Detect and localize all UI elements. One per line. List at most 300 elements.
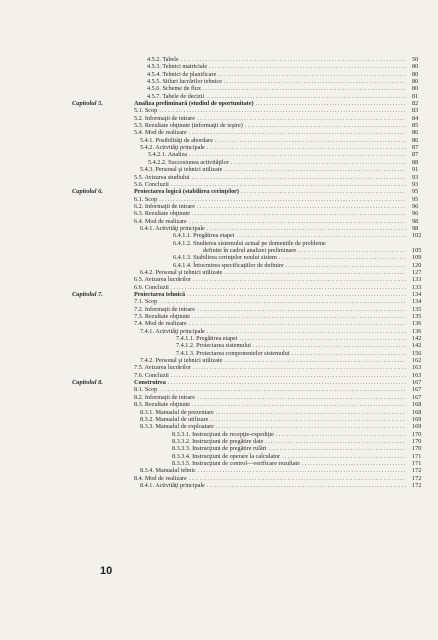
- toc-entry-title: 6.6. Concluzii: [134, 283, 169, 291]
- toc-row: [0, 262, 438, 269]
- toc-entry: [134, 218, 408, 225]
- toc-row: [0, 284, 438, 291]
- toc-entry-title: 5.4.3. Personal şi tehnici utilizate: [140, 166, 223, 174]
- toc-entry: [147, 78, 408, 85]
- toc-entry: [134, 364, 408, 371]
- toc-page-number: 91: [412, 166, 419, 174]
- toc-entry-title: 6.4.1.1. Pregătirea etapei: [173, 232, 235, 240]
- leader-dots: [171, 181, 406, 188]
- toc-row: [0, 196, 438, 203]
- toc-page-number: 171: [412, 452, 422, 460]
- toc-row: [0, 144, 438, 151]
- toc-entry: [140, 423, 408, 430]
- leader-dots: [282, 453, 406, 460]
- toc-entry-title: 4.5.7. Tabele de decizii: [147, 92, 205, 100]
- toc-page-number: 105: [412, 246, 422, 254]
- toc-page-number: 135: [412, 313, 422, 321]
- toc-entry-title: 8.3.1. Manualul de prezentare: [140, 408, 214, 416]
- toc-entry-title: 8.3.2. Manualul de utilizare: [140, 415, 209, 423]
- toc-page-number: 136: [412, 327, 422, 335]
- toc-entry-title: 7.6. Concluzii: [134, 371, 169, 379]
- leader-dots: [198, 467, 406, 474]
- toc-entry: [134, 379, 408, 386]
- toc-entry-title: 4.5.5. Stiluri lucrărilor tehnice: [147, 78, 222, 86]
- leader-dots: [189, 151, 406, 158]
- toc-entry-title: 5.4.1. Posibilităţi de abordare: [140, 136, 213, 144]
- toc-page-number: 172: [412, 467, 422, 475]
- leader-dots: [192, 401, 406, 408]
- toc-page-number: 127: [412, 268, 422, 276]
- toc-page-number: 169: [412, 423, 422, 431]
- toc-page-number: 162: [412, 357, 422, 365]
- toc-entry-title: 4.5.4. Tehnici de planificare: [147, 70, 217, 78]
- toc-row: [0, 328, 438, 335]
- toc-entry: [147, 56, 408, 63]
- toc-page-number: 87: [412, 151, 419, 159]
- leader-dots: [197, 306, 406, 313]
- toc-page-number: 135: [412, 305, 422, 313]
- toc-entry: [147, 63, 408, 70]
- toc-entry-title: 6.4.1. Activităţi principale: [140, 224, 205, 232]
- toc-row: [0, 181, 438, 188]
- toc-entry-title: 5.4. Mod de realizare: [134, 129, 187, 137]
- toc-entry-title: 7.4.1.1. Pregătirea etapei: [176, 335, 238, 343]
- toc-row: [0, 78, 438, 85]
- leader-dots: [192, 174, 406, 181]
- toc-page-number: 93: [412, 173, 419, 181]
- toc-page-number: 50: [412, 56, 419, 63]
- toc-page-number: 136: [412, 320, 422, 328]
- toc-entry-title: 8.3.3. Manualul de exploatare: [140, 423, 214, 431]
- toc-row: [0, 409, 438, 416]
- toc-entry: [134, 100, 408, 107]
- toc-entry-title: 8.3.3.4. Instrucţiuni de operare la calculator: [172, 452, 281, 460]
- toc-entry: [140, 269, 408, 276]
- toc-entry-title: 8.2. Informaţii de intrare: [134, 393, 195, 401]
- toc-entry: [140, 482, 408, 489]
- toc-page-number: 170: [412, 445, 422, 453]
- toc-entry-title: Analiza preliminară (studiul de oportunitate): [134, 100, 254, 108]
- toc-row: [0, 401, 438, 408]
- chapter-label: Capitolul 5.: [72, 100, 103, 108]
- leader-dots: [224, 78, 406, 85]
- leader-dots: [207, 225, 406, 232]
- leader-dots: [171, 372, 406, 379]
- leader-dots: [256, 100, 406, 107]
- leader-dots: [206, 93, 406, 100]
- toc-page-number: 120: [412, 261, 422, 269]
- toc-entry: [172, 445, 408, 452]
- toc-page-number: 170: [412, 430, 422, 438]
- leader-dots: [159, 196, 406, 203]
- leader-dots: [207, 328, 406, 335]
- toc-entry: [148, 159, 408, 166]
- toc-entry-title: 5.2. Informaţii de intrare: [134, 114, 195, 122]
- toc-entry-title: 8.4. Mod de realizare: [134, 474, 187, 482]
- toc-entry: [172, 431, 408, 438]
- toc-entry: [140, 409, 408, 416]
- toc-page-number: 83: [412, 107, 419, 115]
- toc-entry: [140, 357, 408, 364]
- toc-entry-title: 5.4.2.1. Analiza: [148, 151, 188, 159]
- toc-entry: [134, 291, 408, 298]
- toc-entry: [134, 306, 408, 313]
- toc-entry: [134, 298, 408, 305]
- leader-dots: [197, 203, 406, 210]
- toc-entry: [176, 335, 408, 342]
- toc-entry-title: 6.3. Rezultate obţinute: [134, 210, 191, 218]
- toc-entry: [134, 188, 408, 195]
- toc-page-number: 156: [412, 349, 422, 357]
- toc-row: [0, 240, 438, 247]
- leader-dots: [224, 357, 406, 364]
- toc-entry: [140, 416, 408, 423]
- toc-row: [0, 431, 438, 438]
- toc-page-number: 86: [412, 129, 419, 137]
- toc-entry: [134, 210, 408, 217]
- leader-dots: [192, 210, 406, 217]
- leader-dots: [215, 137, 406, 144]
- toc-row: [0, 107, 438, 114]
- toc-entry: [140, 467, 408, 474]
- toc-row: [0, 122, 438, 129]
- toc-page-number: 102: [412, 232, 422, 240]
- leader-dots: [216, 423, 406, 430]
- toc-entry-title: 5.1. Scop: [134, 107, 158, 115]
- toc-entry: [173, 254, 408, 261]
- toc-row: [0, 475, 438, 482]
- toc-row: [0, 394, 438, 401]
- toc-entry-title: 6.4. Mod de realizare: [134, 217, 187, 225]
- toc-entry: [134, 320, 408, 327]
- toc-row: [0, 93, 438, 100]
- leader-dots: [192, 313, 406, 320]
- page-number: 10: [100, 565, 113, 577]
- toc-row: [0, 247, 438, 254]
- toc-row: [0, 350, 438, 357]
- leader-dots: [189, 129, 406, 136]
- leader-dots: [159, 386, 406, 393]
- toc-page-number: 109: [412, 254, 422, 262]
- toc-entry: [176, 350, 408, 357]
- toc-row: [0, 482, 438, 489]
- leader-dots: [207, 144, 406, 151]
- toc-page-number: 87: [412, 144, 419, 152]
- toc-page-number: 86: [412, 136, 419, 144]
- leader-dots: [210, 416, 406, 423]
- toc-page-number: 171: [412, 459, 422, 467]
- toc-row: [0, 151, 438, 158]
- toc-page-number: 163: [412, 364, 422, 372]
- toc-row: [0, 445, 438, 452]
- toc-entry-title: 8.3.3.2. Instrucţiuni de pregătire date: [172, 437, 264, 445]
- toc-entry: [147, 93, 408, 100]
- toc-row: [0, 313, 438, 320]
- leader-dots: [286, 262, 406, 269]
- toc-row: [0, 342, 438, 349]
- leader-dots: [207, 482, 406, 489]
- toc-page-number: 170: [412, 437, 422, 445]
- toc-row: [0, 137, 438, 144]
- toc-page-number: 168: [412, 408, 422, 416]
- leader-dots: [197, 394, 406, 401]
- toc-entry: [134, 372, 408, 379]
- toc-row: [0, 269, 438, 276]
- leader-dots: [269, 445, 406, 452]
- toc-page-number: 93: [412, 180, 419, 188]
- toc-row: [0, 423, 438, 430]
- toc-row: [0, 225, 438, 232]
- leader-dots: [209, 63, 406, 70]
- toc-page-number: 95: [412, 195, 419, 203]
- toc-row: [0, 174, 438, 181]
- toc-entry: [134, 107, 408, 114]
- toc-row: [0, 467, 438, 474]
- toc-entry: [173, 232, 408, 239]
- toc-page-number: 80: [412, 85, 419, 93]
- toc-page-number: 96: [412, 202, 419, 210]
- toc-row: [0, 320, 438, 327]
- leader-dots: [265, 438, 406, 445]
- toc-entry-title: Construirea: [134, 379, 166, 387]
- toc-entry-title: 5.6. Concluzii: [134, 180, 169, 188]
- toc-row: [0, 460, 438, 467]
- toc-entry: [148, 151, 408, 158]
- toc-entry-title: 7.4.1.3. Proiectarea componentelor sistemului: [176, 349, 290, 357]
- leader-dots: [302, 460, 406, 467]
- toc-row: [0, 218, 438, 225]
- toc-page-number: 172: [412, 481, 422, 489]
- chapter-label: Capitolul 6.: [72, 188, 103, 196]
- toc-row: [0, 166, 438, 173]
- chapter-label: Capitolul 7.: [72, 291, 103, 298]
- leader-dots: [168, 379, 406, 386]
- toc-entry-title: Proiectarea logică (stabilirea cerinţelor): [134, 188, 239, 196]
- toc-page-number: 96: [412, 210, 419, 218]
- leader-dots: [245, 122, 406, 129]
- toc-entry: [134, 386, 408, 393]
- toc-row: [0, 71, 438, 78]
- toc-entry-title: 8.3.3.5. Instrucţiuni de control—verificare rezultate: [172, 459, 300, 467]
- toc-page-number: 85: [412, 122, 419, 130]
- toc-entry-title: 4.5.3. Tehnici matriciale: [147, 63, 208, 71]
- toc-page-number: 172: [412, 474, 422, 482]
- toc-entry: [172, 453, 408, 460]
- toc-entry: [134, 475, 408, 482]
- toc-page-number: 167: [412, 393, 422, 401]
- toc-page-number: 82: [412, 100, 419, 108]
- toc-row: [0, 203, 438, 210]
- toc-row: [0, 254, 438, 261]
- leader-dots: [224, 269, 406, 276]
- toc-entry: [134, 115, 408, 122]
- leader-dots: [237, 232, 406, 239]
- toc-entry: [134, 122, 408, 129]
- toc-entry: [134, 313, 408, 320]
- leader-dots: [193, 276, 406, 283]
- toc-page-number: 167: [412, 386, 422, 394]
- toc-entry-title: 7.1. Scop: [134, 298, 158, 306]
- toc-row: [0, 276, 438, 283]
- leader-dots: [189, 218, 406, 225]
- leader-dots: [203, 85, 406, 92]
- toc-page-number: 142: [412, 342, 422, 350]
- leader-dots: [253, 342, 406, 349]
- toc-entry: [147, 71, 408, 78]
- toc-entry-title: 5.4.2.2. Succesiunea activităţilor: [148, 158, 229, 166]
- leader-dots: [231, 159, 406, 166]
- toc-row: [0, 129, 438, 136]
- toc-entry: [134, 401, 408, 408]
- toc-entry-title: 7.3. Rezultate obţinute: [134, 313, 191, 321]
- toc-page-number: 133: [412, 276, 422, 284]
- toc-entry: [203, 247, 408, 254]
- toc-row: [0, 232, 438, 239]
- toc-row: [0, 386, 438, 393]
- leader-dots: [276, 431, 406, 438]
- toc-entry-title: 8.3.3.1. Instrucţiuni de recepţie-expediţie: [172, 430, 274, 438]
- toc-row: [0, 159, 438, 166]
- table-of-contents: [0, 56, 438, 489]
- toc-row: [0, 438, 438, 445]
- toc-entry-title: 8.3. Rezultate obţinute: [134, 401, 191, 409]
- toc-row: [0, 379, 438, 386]
- toc-entry-title: 6.4.1.2. Studierea sistemului actual pe domeniile de probleme: [173, 239, 326, 247]
- toc-entry: [140, 225, 408, 232]
- print-mark: ·: [232, 2, 234, 8]
- toc-row: [0, 115, 438, 122]
- toc-row: [0, 335, 438, 342]
- toc-page-number: 168: [412, 401, 422, 409]
- toc-entry-title: 8.3.4. Manualul tehnic: [140, 467, 196, 475]
- toc-entry: [173, 262, 408, 269]
- toc-page-number: 163: [412, 371, 422, 379]
- toc-entry: [134, 174, 408, 181]
- toc-page-number: 142: [412, 335, 422, 343]
- toc-entry-title: 8.4.1. Activităţi principale: [140, 481, 205, 489]
- toc-page-number: 134: [412, 298, 422, 306]
- toc-entry: [173, 240, 408, 247]
- chapter-label: Capitolul 8.: [72, 379, 103, 387]
- toc-row: [0, 372, 438, 379]
- toc-entry-title: 5.4.2. Activităţi principale: [140, 144, 205, 152]
- toc-entry-title: 6.1. Scop: [134, 195, 158, 203]
- toc-page-number: 98: [412, 224, 419, 232]
- toc-entry-title: definite în cadrul analizei preliminare: [203, 246, 297, 254]
- toc-entry-title: 7.4. Mod de realizare: [134, 320, 187, 328]
- leader-dots: [181, 56, 406, 63]
- toc-page-number: 80: [412, 78, 419, 86]
- leader-dots: [240, 335, 406, 342]
- toc-entry-title: 7.4.1.2. Proiectarea sistemului: [176, 342, 251, 350]
- leader-dots: [171, 284, 406, 291]
- toc-entry: [172, 460, 408, 467]
- toc-row: [0, 357, 438, 364]
- toc-row: [0, 188, 438, 195]
- toc-entry-title: 7.5. Avizarea lucrărilor: [134, 364, 191, 372]
- toc-entry: [140, 328, 408, 335]
- toc-entry-title: 7.4.2. Personal şi tehnici utilizate: [140, 357, 223, 365]
- toc-entry: [134, 203, 408, 210]
- leader-dots: [197, 115, 406, 122]
- leader-dots: [241, 188, 406, 195]
- toc-entry-title: 6.4.2. Personal şi tehnici utilizate: [140, 268, 223, 276]
- toc-page-number: 169: [412, 415, 422, 423]
- leader-dots: [216, 409, 406, 416]
- toc-entry: [140, 166, 408, 173]
- toc-entry: [147, 85, 408, 92]
- toc-entry: [134, 196, 408, 203]
- leader-dots: [159, 107, 406, 114]
- toc-page-number: 80: [412, 70, 419, 78]
- leader-dots: [218, 71, 406, 78]
- toc-page-number: 98: [412, 217, 419, 225]
- toc-entry-title: 8.1. Scop: [134, 386, 158, 394]
- toc-row: [0, 85, 438, 92]
- leader-dots: [159, 298, 406, 305]
- toc-entry: [134, 284, 408, 291]
- toc-row: [0, 210, 438, 217]
- toc-entry-title: Proiectarea tehnică: [134, 291, 186, 298]
- toc-row: [0, 416, 438, 423]
- leader-dots: [224, 166, 406, 173]
- toc-page-number: 80: [412, 63, 419, 71]
- toc-row: [0, 453, 438, 460]
- toc-entry-title: 4.5.6. Scheme de flux: [147, 85, 201, 93]
- toc-entry: [140, 137, 408, 144]
- toc-entry: [176, 342, 408, 349]
- toc-entry-title: 6.4.1.3. Stabilirea cerinţelor noului sistem: [173, 254, 277, 262]
- leader-dots: [292, 350, 406, 357]
- toc-entry-title: 7.4.1. Activităţi principale: [140, 327, 205, 335]
- toc-page-number: 81: [412, 92, 419, 100]
- toc-row: [0, 291, 438, 298]
- leader-dots: [187, 291, 406, 298]
- toc-entry: [134, 276, 408, 283]
- leader-dots: [298, 247, 406, 254]
- toc-entry-title: 8.3.3.3. Instrucţiuni de pregătire rulări: [172, 445, 267, 453]
- toc-entry: [134, 394, 408, 401]
- toc-page-number: 84: [412, 114, 419, 122]
- toc-entry-title: 6.5. Avizarea lucrărilor: [134, 276, 191, 284]
- toc-page-number: 95: [412, 188, 419, 196]
- leader-dots: [279, 254, 406, 261]
- toc-entry: [172, 438, 408, 445]
- toc-page-number: 133: [412, 283, 422, 291]
- leader-dots: [189, 475, 406, 482]
- toc-entry-title: 5.5. Avizarea studiului: [134, 173, 190, 181]
- toc-entry-title: 5.3. Rezultate obţinute (informaţii de ieşire): [134, 122, 243, 130]
- toc-entry-title: 6.2. Informaţii de intrare: [134, 202, 195, 210]
- toc-row: [0, 298, 438, 305]
- toc-row: [0, 56, 438, 63]
- toc-page-number: 134: [412, 291, 422, 298]
- toc-entry-title: 4.5.2. Tabele: [147, 56, 179, 63]
- toc-page-number: 167: [412, 379, 422, 387]
- toc-entry: [134, 129, 408, 136]
- toc-row: [0, 63, 438, 70]
- toc-entry-title: 7.2. Informaţii de intrare: [134, 305, 195, 313]
- toc-entry: [140, 144, 408, 151]
- toc-row: [0, 364, 438, 371]
- toc-entry: [134, 181, 408, 188]
- leader-dots: [189, 320, 406, 327]
- toc-page-number: 88: [412, 158, 419, 166]
- toc-row: [0, 306, 438, 313]
- toc-entry-title: 6.4.1.4. Întocmirea specificaţiilor de definire: [173, 261, 284, 269]
- toc-row: [0, 100, 438, 107]
- leader-dots: [193, 364, 406, 371]
